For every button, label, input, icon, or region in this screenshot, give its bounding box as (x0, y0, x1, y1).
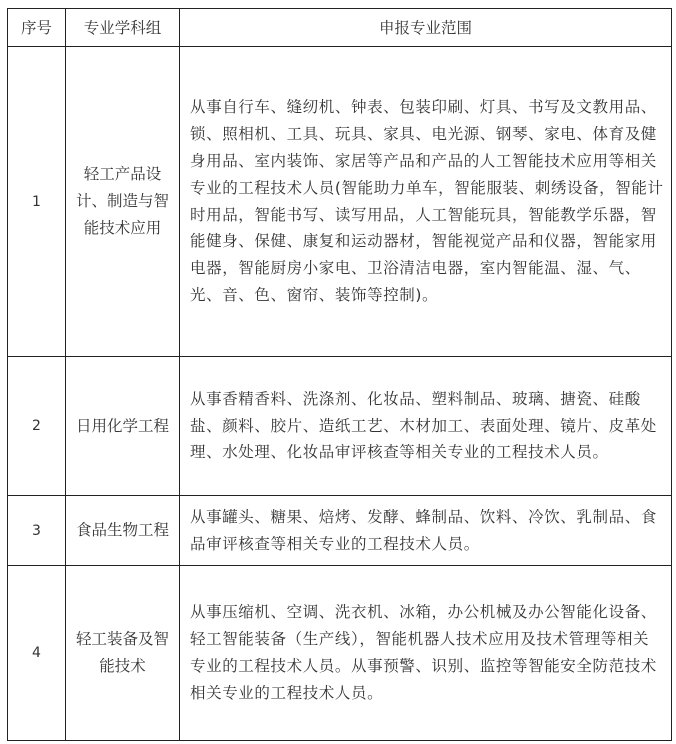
row-group: 轻工产品设计、制造与智能技术应用 (66, 47, 180, 357)
row-scope-text: 从事压缩机、空调、洗衣机、冰箱，办公机械及办公智能化设备、轻工智能装备（生产线），智能机器人技术应用及技术管理等相关专业的工程技术人员。从事预警、识别、监控等智能安全防范技术 (190, 603, 657, 675)
row-scope (180, 566, 672, 741)
row-scope: 从事自行车、缝纫机、钟表、包装印刷、灯具、书写及文教用品、锁、照相机、工具、玩具、家具、电光源、钢琴、家电、体育及健身用品、室内装饰、家居等产品和产品的人工智能技术应用等相关专业的工程技术人员(智能助力单车，智能服装、刺绣设备，智能计时用品，智能书写、读写用品，人工智能玩具，智能教学乐器，智能健身、保健、康复和运动器材，智能视觉产品和仪器，智能家用电器，智能厨房小家电、卫浴清洁电器，室内智能温、湿、气、光、音、色、窗帘、装饰等控制)。 (180, 47, 672, 357)
row-index: 2 (8, 357, 66, 496)
header-scope: 申报专业范围 (180, 9, 672, 47)
row-index: 4 (8, 566, 66, 741)
table-row (8, 566, 672, 741)
row-group: 轻工装备及智能技术 (66, 566, 180, 741)
table-row (8, 496, 672, 566)
row-scope-tail: 相关专业的工程技术人员。 (190, 683, 384, 702)
header-row (8, 9, 672, 47)
header-group: 专业学科组 (66, 9, 180, 47)
row-group: 日用化学工程 (66, 357, 180, 496)
table-row (8, 47, 672, 357)
header-index: 序号 (8, 9, 66, 47)
row-scope: 从事香精香料、洗涤剂、化妆品、塑料制品、玻璃、搪瓷、硅酸盐、颜料、胶片、造纸工艺、木材加工、表面处理、镜片、皮革处理、水处理、化妆品审评核查等相关专业的工程技术人员。 (180, 357, 672, 496)
row-index: 3 (8, 496, 66, 566)
row-group: 食品生物工程 (66, 496, 180, 566)
scope-table (7, 8, 672, 741)
row-scope: 从事罐头、糖果、焙烤、发酵、蜂制品、饮料、冷饮、乳制品、食品审评核查等相关专业的工程技术人员。 (180, 496, 672, 566)
table-row (8, 357, 672, 496)
row-index: 1 (8, 47, 66, 357)
